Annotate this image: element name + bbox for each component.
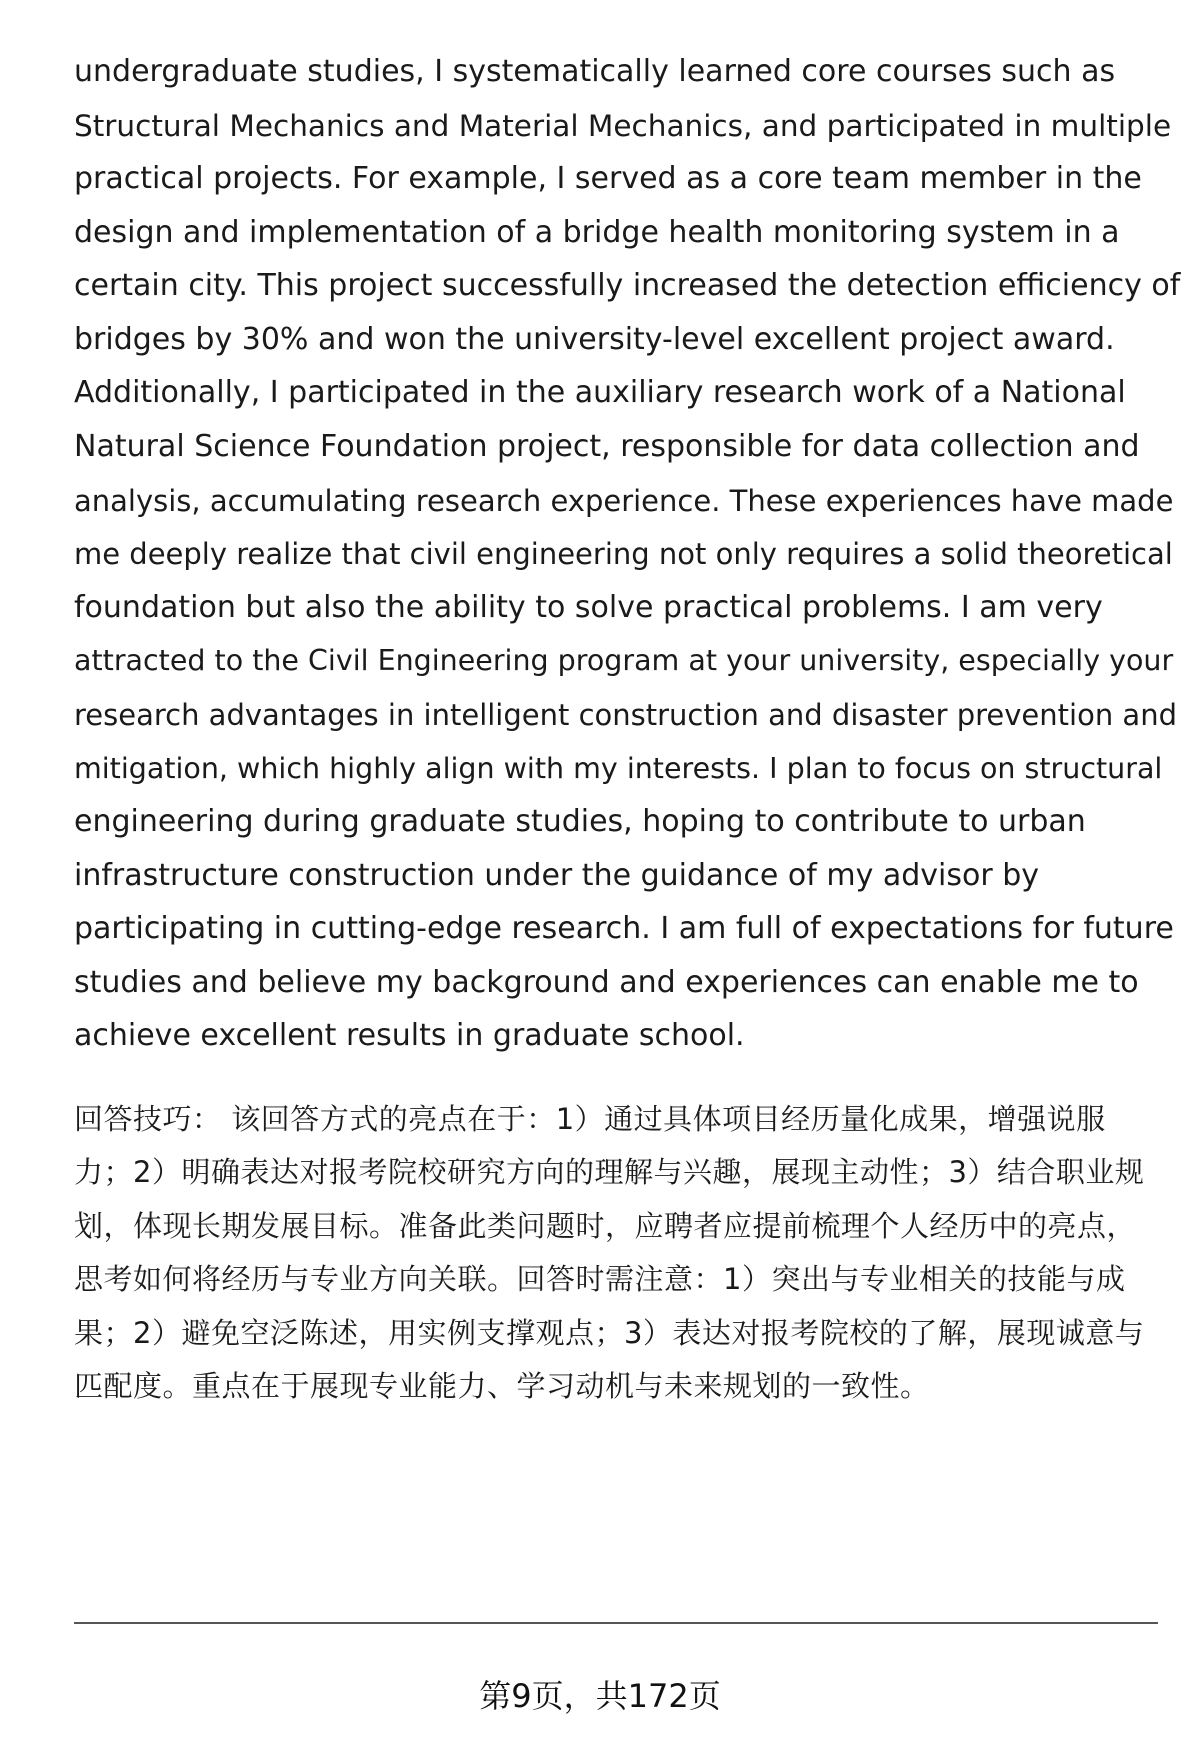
footer-divider	[74, 1622, 1158, 1624]
answer-line: mitigation, which highly align with my interests. I plan to focus on structural	[74, 752, 1163, 785]
answer-line: participating in cutting-edge research. I am full of expectations for future	[74, 911, 1174, 946]
tips-line: 力；2）明确表达对报考院校研究方向的理解与兴趣，展现主动性；3）结合职业规	[74, 1155, 1145, 1189]
tips-line: 匹配度。重点在于展现专业能力、学习动机与未来规划的一致性。	[74, 1369, 930, 1403]
answer-line: design and implementation of a bridge health monitoring system in a	[74, 215, 1120, 250]
answer-line: achieve excellent results in graduate school.	[74, 1018, 745, 1053]
answer-line: practical projects. For example, I served as a core team member in the	[74, 161, 1142, 196]
tips-line: 划，体现长期发展目标。准备此类问题时，应聘者应提前梳理个人经历中的亮点，	[74, 1209, 1137, 1243]
tips-line: 思考如何将经历与专业方向关联。回答时需注意：1）突出与专业相关的技能与成	[74, 1262, 1126, 1296]
answer-line: engineering during graduate studies, hoping to contribute to urban	[74, 804, 1086, 839]
answer-line: me deeply realize that civil engineering not only requires a solid theoretical	[74, 537, 1173, 571]
answer-line: Additionally, I participated in the auxiliary research work of a National	[74, 375, 1126, 410]
tips-line: 果；2）避免空泛陈述，用实例支撑观点；3）表达对报考院校的了解，展现诚意与	[74, 1316, 1145, 1350]
answer-line: studies and believe my background and experiences can enable me to	[74, 965, 1139, 1000]
page-number: 第9页，共172页	[479, 1677, 721, 1715]
answer-line: Natural Science Foundation project, responsible for data collection and	[74, 429, 1140, 464]
answer-line: analysis, accumulating research experience. These experiences have made	[74, 484, 1174, 518]
answer-line: Structural Mechanics and Material Mechanics, and participated in multiple	[74, 109, 1172, 143]
answer-line: undergraduate studies, I systematically learned core courses such as	[74, 54, 1116, 89]
answer-line: research advantages in intelligent construction and disaster prevention and	[74, 698, 1177, 732]
answer-line: bridges by 30% and won the university-level excellent project award.	[74, 322, 1115, 357]
tips-line: 回答技巧： 该回答方式的亮点在于：1）通过具体项目经历量化成果，增强说服	[74, 1102, 1106, 1136]
answer-line: foundation but also the ability to solve practical problems. I am very	[74, 590, 1103, 625]
answer-line: infrastructure construction under the guidance of my advisor by	[74, 858, 1040, 893]
answer-line: attracted to the Civil Engineering program at your university, especially your	[74, 644, 1174, 677]
answer-line: certain city. This project successfully increased the detection efficiency of	[74, 268, 1181, 303]
